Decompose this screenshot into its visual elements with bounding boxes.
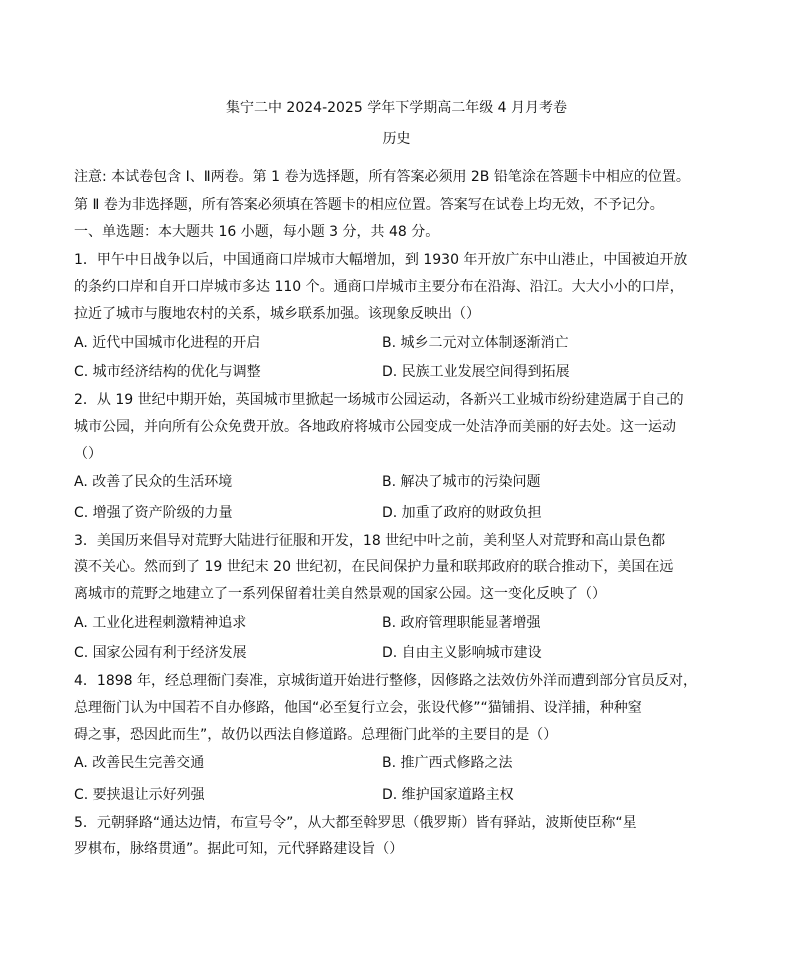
question-4-option-d[interactable]: D. 维护国家道路主权 xyxy=(382,787,514,803)
question-3-option-a[interactable]: A. 工业化进程刺激精神追求 xyxy=(74,615,247,631)
question-1-option-b[interactable]: B. 城乡二元对立体制逐渐消亡 xyxy=(382,335,569,351)
question-1-line-2: 的条约口岸和自开口岸城市多达 110 个。通商口岸城市主要分布在沿海、沿江。大大小小的口岸， xyxy=(74,279,684,295)
question-5-line-1: 5．元朝驿路“通达边情，布宣号令”，从大都至斡罗思（俄罗斯）皆有驿站，波斯使臣称“星 xyxy=(74,815,637,831)
question-2-option-b[interactable]: B. 解决了城市的污染问题 xyxy=(382,474,541,490)
question-4-option-a[interactable]: A. 改善民生完善交通 xyxy=(74,755,205,771)
question-2-option-c[interactable]: C. 增强了资产阶级的力量 xyxy=(74,505,233,521)
section-heading: 一、单选题：本大题共 16 小题，每小题 3 分，共 48 分。 xyxy=(74,224,440,240)
question-1-line-3: 拉近了城市与腹地农村的关系，城乡联系加强。该现象反映出（） xyxy=(74,306,480,322)
question-1-option-c[interactable]: C. 城市经济结构的优化与调整 xyxy=(74,364,261,380)
question-1-option-a[interactable]: A. 近代中国城市化进程的开启 xyxy=(74,335,261,351)
question-4-line-3: 碍之事，恐因此而生”，故仍以西法自修道路。总理衙门此举的主要目的是（） xyxy=(74,727,558,743)
question-4-line-1: 4．1898 年，经总理衙门奏准，京城街道开始进行整修，因修路之法效仿外洋而遭到部分官员反对， xyxy=(74,673,697,689)
question-3-option-d[interactable]: D. 自由主义影响城市建设 xyxy=(382,645,542,661)
question-4-option-b[interactable]: B. 推广西式修路之法 xyxy=(382,755,513,771)
question-2-option-a[interactable]: A. 改善了民众的生活环境 xyxy=(74,474,233,490)
question-1-line-1: 1．甲午中日战争以后，中国通商口岸城市大幅增加，到 1930 年开放广东中山港止，中国被迫开放 xyxy=(74,252,688,268)
question-4-line-2: 总理衙门认为中国若不自办修路，他国“必至复行立会，张设代修”“猫铺捐、设洋捕，种种窒 xyxy=(74,700,642,716)
question-2-line-3: （） xyxy=(74,446,102,462)
question-1-option-d[interactable]: D. 民族工业发展空间得到拓展 xyxy=(382,364,570,380)
question-3-line-3: 离城市的荒野之地建立了一系列保留着壮美自然景观的国家公园。这一变化反映了（） xyxy=(74,586,606,602)
question-3-line-2: 漠不关心。然而到了 19 世纪末 20 世纪初，在民间保护力量和联邦政府的联合推动下，美国在远 xyxy=(74,559,674,575)
question-2-line-2: 城市公园，并向所有公众免费开放。各地政府将城市公园变成一处洁净而美丽的好去处。这一运动 xyxy=(74,419,676,435)
question-5-line-2: 罗棋布，脉络贯通”。据此可知，元代驿路建设旨（） xyxy=(74,841,404,857)
subject-title: 历史 xyxy=(382,131,411,147)
question-4-option-c[interactable]: C. 要挟退让示好列强 xyxy=(74,787,205,803)
exam-title: 集宁二中 2024-2025 学年下学期高二年级 4 月月考卷 xyxy=(225,100,568,116)
question-3-option-c[interactable]: C. 国家公园有利于经济发展 xyxy=(74,645,247,661)
question-2-option-d[interactable]: D. 加重了政府的财政负担 xyxy=(382,505,542,521)
question-3-line-1: 3．美国历来倡导对荒野大陆进行征服和开发，18 世纪中叶之前，美利坚人对荒野和高山景色都 xyxy=(74,533,666,549)
notice-line-1: 注意: 本试卷包含 Ⅰ、Ⅱ两卷。第 1 卷为选择题，所有答案必须用 2B 铅笔涂在答题卡中相应的位置。 xyxy=(74,169,690,185)
question-2-line-1: 2．从 19 世纪中期开始，英国城市里掀起一场城市公园运动，各新兴工业城市纷纷建造属于自己的 xyxy=(74,392,684,408)
notice-line-2: 第 Ⅱ 卷为非选择题，所有答案必须填在答题卡的相应位置。答案写在试卷上均无效，不予记分。 xyxy=(74,197,664,213)
question-3-option-b[interactable]: B. 政府管理职能显著增强 xyxy=(382,615,541,631)
